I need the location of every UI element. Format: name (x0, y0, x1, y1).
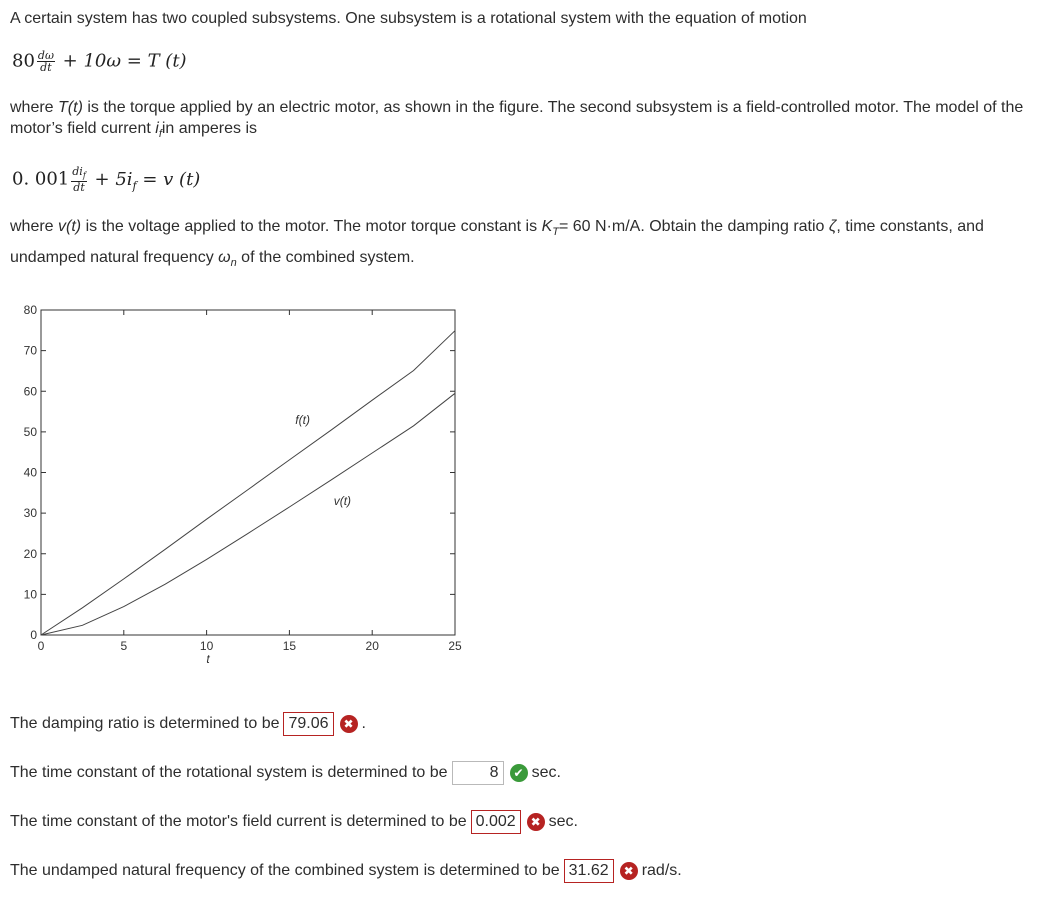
problem-paragraph-2 (10, 97, 1044, 145)
problem-intro: A certain system has two coupled subsystems. One subsystem is a rotational system with the equation of motion (10, 10, 807, 27)
series-line-v (41, 393, 455, 635)
eq1-rest: + 10ω = T (t) (62, 50, 187, 72)
eq1-coef: 80 (12, 50, 35, 72)
plot-frame (41, 310, 455, 635)
eq2-num-text: di (72, 165, 83, 178)
para3-text-c: = 60 N·m/A. Obtain the damping ratio (558, 218, 829, 235)
answer-input[interactable]: 8 (452, 761, 504, 785)
para3-var-omega: ω (218, 249, 231, 267)
x-axis-label: t (206, 652, 210, 666)
answer-input[interactable]: 0.002 (471, 810, 521, 834)
equation-rotational (12, 50, 187, 73)
x-tick-label: 10 (199, 639, 214, 653)
para2-var-torque: T(t) (58, 99, 83, 116)
para3-var-k: K (541, 218, 553, 235)
check-circle-icon: ✔ (510, 764, 528, 782)
y-tick-label: 80 (23, 303, 37, 317)
chart-axes (41, 310, 455, 635)
x-tick-label: 0 (37, 639, 45, 653)
x-tick-label: 20 (365, 639, 379, 653)
answer-label: The damping ratio is determined to be (10, 715, 280, 732)
para3-text-e: of the combined system. (236, 249, 415, 267)
eq2-den: dt (73, 181, 85, 195)
problem-paragraph-3 (10, 214, 1044, 276)
para3-text-d: , time constants, and undamped natural frequency (10, 218, 984, 267)
chart-labels (24, 303, 462, 666)
eq1-den: dt (40, 61, 52, 74)
eq2-rest2: = v (t) (136, 168, 201, 190)
answer-unit: rad/s. (641, 862, 682, 879)
x-tick-label: 15 (282, 639, 297, 653)
equation-field-current (12, 166, 200, 193)
para3-var-k-sub: T (552, 226, 559, 239)
answer-input[interactable]: 79.06 (283, 712, 333, 736)
para2-text-a: where (10, 99, 59, 116)
series-annotation-v: v(t) (333, 494, 352, 508)
eq1-fraction (37, 50, 55, 73)
answer-row (10, 711, 366, 737)
y-tick-label: 20 (23, 546, 37, 561)
answer-row (10, 858, 682, 884)
series-annotation-f: f(t) (295, 412, 310, 427)
eq2-coef: 0. 001 (12, 168, 70, 190)
eq2-rest-text: + 5i (94, 168, 133, 190)
answer-label: The time constant of the rotational system is determined to be (10, 764, 448, 781)
para2-text-c: in amperes is (161, 120, 258, 137)
x-circle-icon: ✖ (620, 862, 638, 880)
y-tick-label: 10 (23, 587, 37, 602)
answer-unit: sec. (548, 813, 578, 830)
y-tick-label: 0 (30, 628, 37, 642)
answer-label: The undamped natural frequency of the combined system is determined to be (10, 862, 560, 879)
para3-var-omega-sub: n (230, 257, 237, 270)
para2-var-current: i (155, 120, 159, 137)
series-line-f (41, 331, 455, 635)
eq2-num (71, 166, 87, 182)
eq2-fraction (71, 166, 87, 193)
para3-text-b: is the voltage applied to the motor. The motor torque constant is (81, 218, 542, 235)
answer-unit: sec. (531, 764, 561, 781)
y-tick-label: 70 (23, 343, 37, 358)
answer-label: The time constant of the motor's field current is determined to be (10, 813, 467, 830)
x-tick-label: 25 (448, 639, 462, 653)
para2-text-b: is the torque applied by an electric motor, as shown in the figure. The second subsystem is a field-controlled motor. The model of the motor’s field current (10, 99, 1024, 137)
y-tick-label: 30 (23, 506, 37, 521)
eq2-rest-sub: f (132, 179, 137, 193)
para3-text-a: where (10, 218, 59, 235)
para3-var-zeta: ζ (828, 218, 837, 235)
y-tick-label: 60 (23, 384, 37, 399)
torque-voltage-chart (0, 290, 480, 680)
x-tick-label: 5 (120, 639, 128, 653)
x-circle-icon: ✖ (340, 715, 358, 733)
y-tick-label: 50 (23, 424, 37, 439)
answer-row (10, 809, 578, 835)
chart-series (41, 331, 455, 635)
x-circle-icon: ✖ (527, 813, 545, 831)
answer-input[interactable]: 31.62 (564, 859, 614, 883)
answer-unit: . (361, 715, 366, 732)
para2-var-current-sub: f (158, 128, 162, 141)
y-tick-label: 40 (23, 465, 37, 480)
eq2-num-sub: f (82, 171, 86, 181)
para3-var-voltage: v(t) (58, 218, 82, 235)
answer-row (10, 760, 561, 786)
eq2-rest (94, 168, 201, 193)
eq1-num: dω (37, 49, 54, 62)
